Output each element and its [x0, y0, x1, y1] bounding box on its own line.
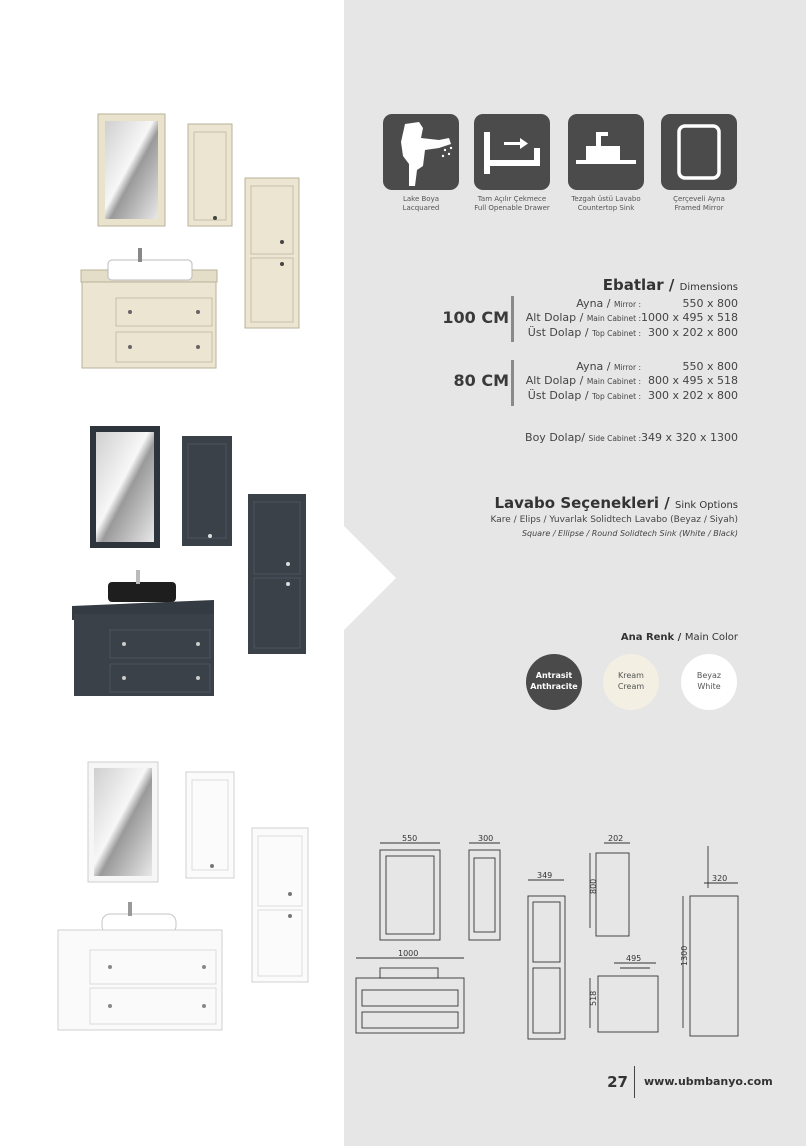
size-label-80: 80 CM	[453, 371, 509, 390]
dimensions-title	[603, 276, 738, 294]
dim-value: 550 x 800	[682, 297, 738, 310]
dim-label-main-cabinet-depth: 495	[626, 954, 642, 963]
dim-label-side-cabinet-width: 349	[537, 871, 553, 880]
dim-label-main-cabinet-height: 518	[589, 990, 598, 1006]
dim-label-en: Side Cabinet :	[588, 434, 641, 443]
dim-value: 300 x 202 x 800	[648, 389, 738, 402]
sink-options-en: Square / Ellipse / Round Solidtech Sink (White / Black)	[521, 529, 738, 538]
dim-label-en: Main Cabinet :	[586, 314, 641, 323]
page-number: 27	[607, 1073, 628, 1091]
dim-label-en: Top Cabinet :	[592, 329, 641, 338]
size-divider-100	[511, 296, 514, 342]
product-photo-white	[54, 758, 316, 1038]
main-color-title-en: Main Color	[684, 632, 738, 643]
main-color-title-tr: Ana Renk /	[620, 632, 685, 643]
feature-label-en: Framed Mirror	[674, 204, 724, 212]
dim-row-mirror-80	[517, 360, 738, 374]
feature-framed-mirror	[659, 114, 739, 213]
sink-options-title-tr: Lavabo Seçenekleri /	[494, 494, 675, 512]
dim-label-main-cabinet-width: 1000	[398, 949, 419, 958]
panel-notch	[344, 526, 396, 630]
feature-lacquered	[381, 114, 461, 213]
dim-label-side-cabinet-depth: 320	[712, 874, 728, 883]
sink-options-title	[494, 494, 738, 512]
dim-row-top-80	[517, 389, 738, 403]
dim-value: 1000 x 495 x 518	[641, 311, 738, 324]
product-photo-cream	[78, 108, 308, 373]
size-divider-80	[511, 360, 514, 406]
dim-row-main-100	[517, 311, 738, 325]
feature-label-tr: Tezgah üstü Lavabo	[571, 195, 641, 203]
website-link[interactable]: www.ubmbanyo.com	[644, 1075, 773, 1088]
size-label-100: 100 CM	[442, 308, 509, 327]
technical-drawings	[350, 828, 750, 1043]
color-swatch-anthracite	[526, 654, 582, 710]
main-color-title	[621, 632, 738, 643]
color-swatch-cream	[603, 654, 659, 710]
dim-label-top-cabinet-width: 300	[478, 834, 494, 843]
dim-label-en: Mirror :	[613, 363, 641, 372]
dim-value: 349 x 320 x 1300	[641, 431, 738, 444]
dim-label-en: Mirror :	[613, 300, 641, 309]
dimensions-title-tr: Ebatlar /	[602, 276, 680, 294]
swatch-label-tr: Antrasit	[535, 671, 573, 680]
product-photo-anthracite	[68, 424, 312, 702]
dimensions-title-en: Dimensions	[679, 282, 738, 293]
dim-label-top-cabinet-height: 800	[589, 878, 598, 894]
feature-drawer	[472, 114, 552, 213]
color-swatch-white	[681, 654, 737, 710]
dim-row-mirror-100	[517, 297, 738, 311]
swatch-label-en: Cream	[617, 682, 645, 691]
dim-label-mirror-width: 550	[402, 834, 418, 843]
dim-label-tr: Boy Dolap/	[525, 431, 589, 444]
dim-label-tr: Alt Dolap /	[525, 311, 587, 324]
feature-label-tr: Tam Açılır Çekmece	[477, 195, 547, 203]
swatch-label-tr: Kream	[618, 671, 644, 680]
dim-label-tr: Alt Dolap /	[525, 374, 587, 387]
sink-options-title-en: Sink Options	[674, 500, 738, 511]
swatch-label-en: Anthracite	[530, 682, 578, 691]
dim-value: 800 x 495 x 518	[648, 374, 738, 387]
feature-label-en: Lacquared	[402, 204, 440, 212]
dim-row-top-100	[517, 326, 738, 340]
drawer-icon	[474, 114, 550, 190]
footer-divider	[634, 1066, 635, 1098]
framed-mirror-icon	[661, 114, 737, 190]
dim-label-tr: Üst Dolap /	[527, 326, 593, 339]
feature-label-en: Countertop Sink	[577, 204, 635, 212]
dim-row-side-cabinet	[517, 431, 738, 445]
dim-label-tr: Ayna /	[576, 297, 614, 310]
swatch-label-tr: Beyaz	[696, 671, 722, 680]
dim-label-tr: Üst Dolap /	[527, 389, 593, 402]
dim-row-main-80	[517, 374, 738, 388]
sink-options-tr: Kare / Elips / Yuvarlak Solidtech Lavabo (Beyaz / Siyah)	[490, 515, 738, 525]
dim-label-top-cabinet-depth: 202	[608, 834, 624, 843]
feature-label-tr: Çerçeveli Ayna	[673, 195, 725, 203]
countertop-sink-icon	[568, 114, 644, 190]
dim-value: 300 x 202 x 800	[648, 326, 738, 339]
dim-value: 550 x 800	[682, 360, 738, 373]
swatch-label-en: White	[697, 682, 721, 691]
dim-label-tr: Ayna /	[576, 360, 614, 373]
feature-countertop-sink	[566, 114, 646, 213]
dim-label-side-cabinet-height: 1300	[680, 945, 689, 966]
feature-label-tr: Lake Boya	[402, 195, 440, 203]
dim-label-en: Main Cabinet :	[586, 377, 641, 386]
feature-label-en: Full Openable Drawer	[474, 204, 550, 212]
spray-gun-icon	[383, 114, 459, 190]
dim-label-en: Top Cabinet :	[592, 392, 641, 401]
